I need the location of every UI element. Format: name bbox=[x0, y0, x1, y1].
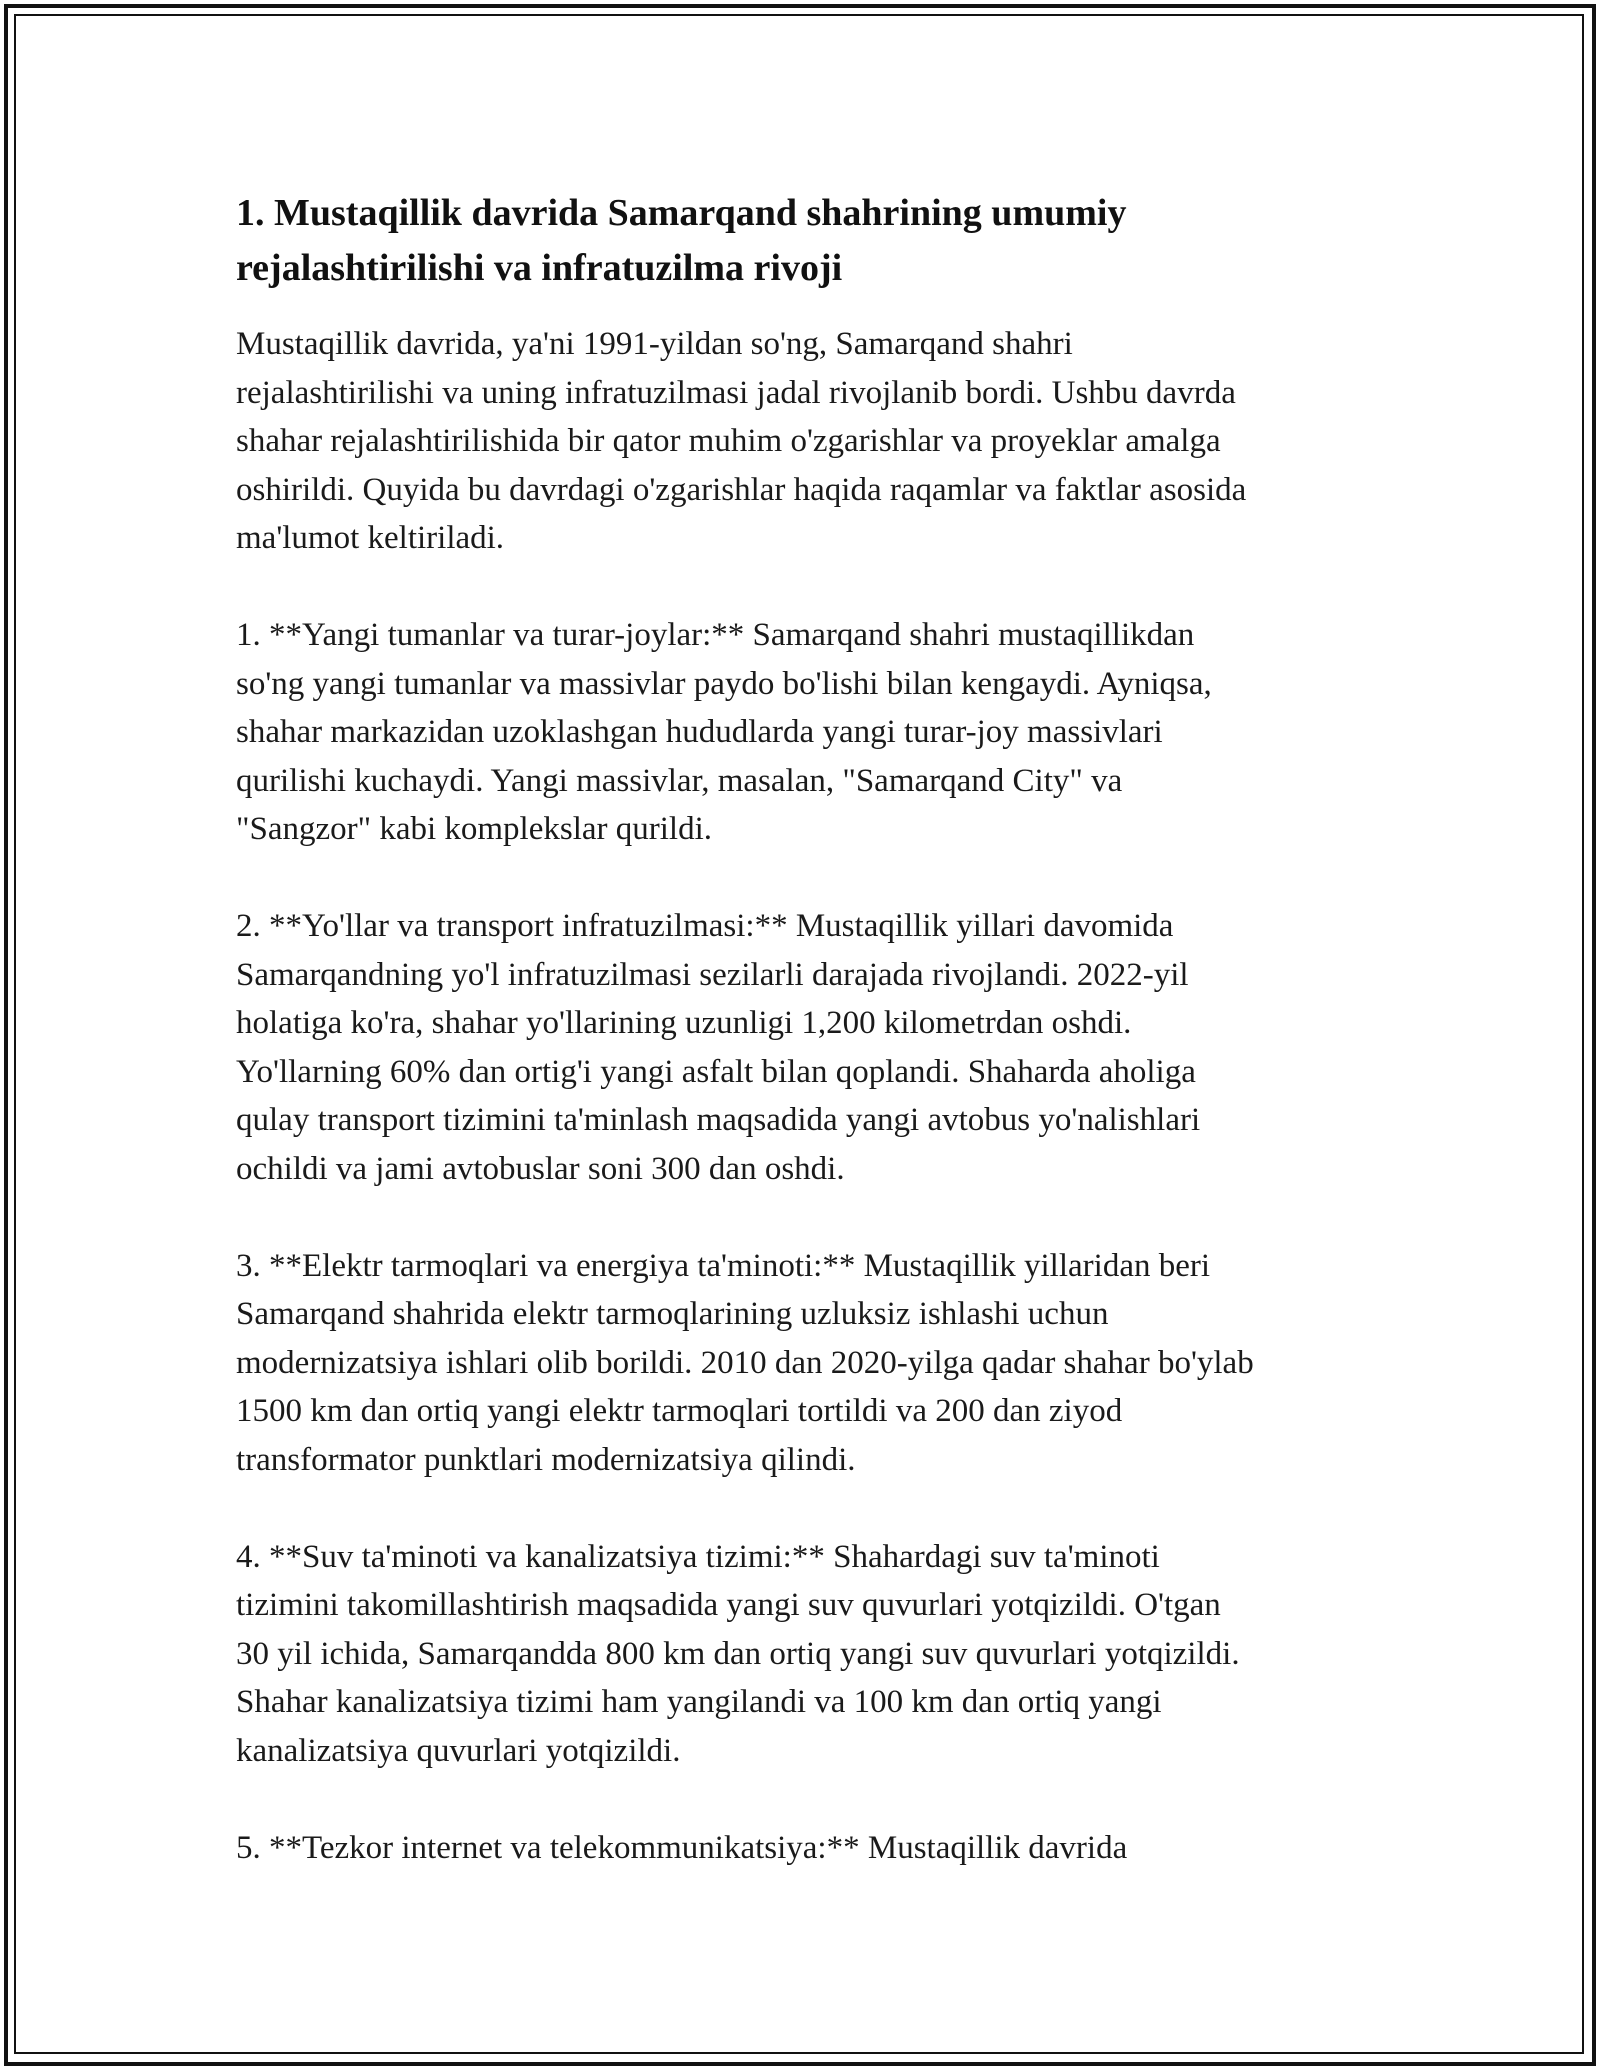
text-line: tizimini takomillashtirish maqsadida yangi suv quvurlari yotqizildi. O'tgan bbox=[236, 1587, 1221, 1623]
text-line: Samarqand shahrida elektr tarmoqlarining uzluksiz ishlashi uchun bbox=[236, 1296, 1109, 1332]
text-line: kanalizatsiya quvurlari yotqizildi. bbox=[236, 1732, 681, 1769]
text-line: 1. **Yangi tumanlar va turar-joylar:** Samarqand shahri mustaqillikdan bbox=[236, 617, 1195, 653]
title-line: 1. Mustaqillik davrida Samarqand shahrining umumiy bbox=[236, 192, 1127, 234]
text-line: qulay transport tizimini ta'minlash maqsadida yangi avtobus yo'nalishlari bbox=[236, 1102, 1201, 1138]
text-line: ma'lumot keltiriladi. bbox=[236, 520, 505, 556]
text-line: 1500 km dan ortiq yangi elektr tarmoqlari tortildi va 200 dan ziyod bbox=[236, 1393, 1123, 1429]
text-line: Samarqandning yo'l infratuzilmasi sezilarli darajada rivojlandi. 2022-yil bbox=[236, 956, 1189, 993]
text-line: 3. **Elektr tarmoqlari va energiya ta'minoti:** Mustaqillik yillaridan beri bbox=[236, 1247, 1211, 1284]
text-line: Shahar kanalizatsiya tizimi ham yangilandi va 100 km dan ortiq yangi bbox=[236, 1684, 1162, 1720]
text-line: "Sangzor" kabi komplekslar qurildi. bbox=[236, 811, 713, 847]
document-title bbox=[236, 186, 1376, 296]
text-line: Yo'llarning 60% dan ortig'i yangi asfalt bilan qoplandi. Shaharda aholiga bbox=[236, 1053, 1196, 1090]
text-line: rejalashtirilishi va uning infratuzilmasi jadal rivojlanib bordi. Ushbu davrda bbox=[236, 374, 1236, 411]
text-line: 5. **Tezkor internet va telekommunikatsiya:** Mustaqillik davrida bbox=[236, 1829, 1128, 1866]
list-item-paragraph bbox=[236, 1824, 1376, 1873]
title-line: rejalashtirilishi va infratuzilma rivoji bbox=[236, 247, 843, 289]
text-line: shahar rejalashtirilishida bir qator muhim o'zgarishlar va proyeklar amalga bbox=[236, 423, 1221, 459]
intro-paragraph bbox=[236, 320, 1376, 563]
text-line: shahar markazidan uzoklashgan hududlarda yangi turar-joy massivlari bbox=[236, 714, 1163, 750]
text-line: 2. **Yo'llar va transport infratuzilmasi:** Mustaqillik yillari davomida bbox=[236, 908, 1174, 944]
text-line: so'ng yangi tumanlar va massivlar paydo bo'lishi bilan kengaydi. Ayniqsa, bbox=[236, 665, 1212, 702]
text-line: 30 yil ichida, Samarqandda 800 km dan ortiq yangi suv quvurlari yotqizildi. bbox=[236, 1635, 1240, 1672]
list-item-paragraph bbox=[236, 902, 1376, 1193]
document-body bbox=[236, 186, 1376, 1872]
list-item-paragraph bbox=[236, 1533, 1376, 1776]
text-line: qurilishi kuchaydi. Yangi massivlar, masalan, "Samarqand City" va bbox=[236, 762, 1123, 799]
text-line: oshirildi. Quyida bu davrdagi o'zgarishlar haqida raqamlar va faktlar asosida bbox=[236, 471, 1247, 508]
text-line: holatiga ko'ra, shahar yo'llarining uzunligi 1,200 kilometrdan oshdi. bbox=[236, 1005, 1132, 1041]
list-item-paragraph bbox=[236, 1242, 1376, 1485]
text-line: modernizatsiya ishlari olib borildi. 2010 dan 2020-yilga qadar shahar bo'ylab bbox=[236, 1344, 1254, 1381]
list-item-paragraph bbox=[236, 611, 1376, 854]
text-line: 4. **Suv ta'minoti va kanalizatsiya tizimi:** Shahardagi suv ta'minoti bbox=[236, 1538, 1160, 1575]
text-line: Mustaqillik davrida, ya'ni 1991-yildan so'ng, Samarqand shahri bbox=[236, 326, 1073, 362]
text-line: ochildi va jami avtobuslar soni 300 dan oshdi. bbox=[236, 1150, 845, 1187]
text-line: transformator punktlari modernizatsiya qilindi. bbox=[236, 1441, 856, 1478]
